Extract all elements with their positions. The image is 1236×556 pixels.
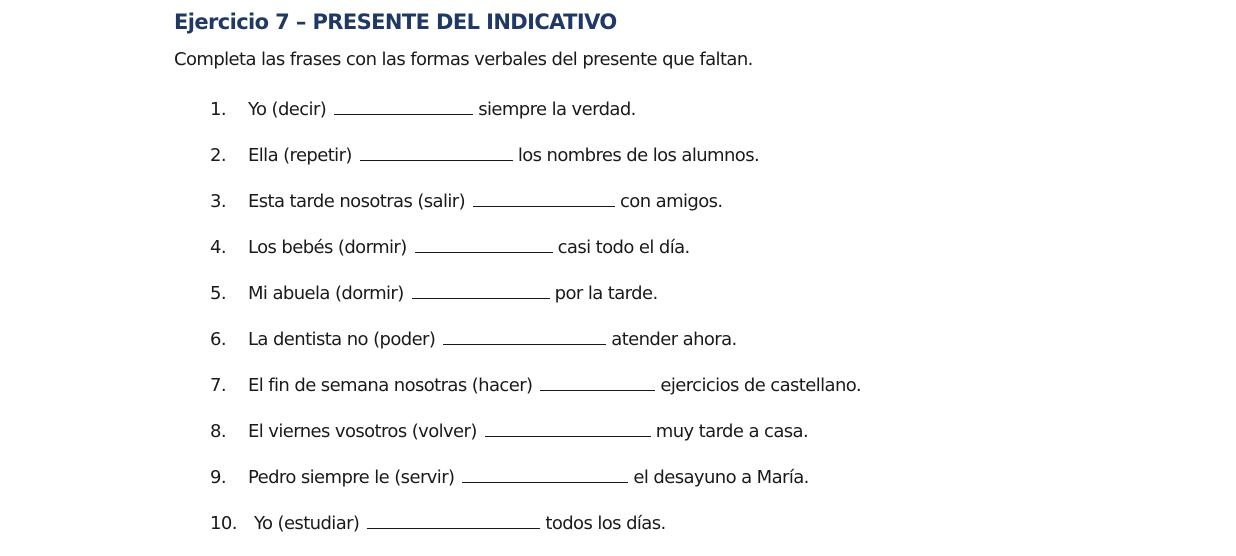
item-prompt: Los bebés (dormir) (248, 237, 407, 258)
answer-blank[interactable] (443, 326, 606, 345)
item-number: 2. (210, 145, 226, 166)
exercise-item-7 (210, 372, 861, 418)
item-continuation: siempre la verdad. (478, 99, 636, 120)
item-prompt: Pedro siempre le (servir) (248, 467, 455, 488)
exercise-item-5 (210, 280, 861, 326)
exercise-item-8 (210, 418, 861, 464)
item-continuation: con amigos. (620, 191, 723, 212)
exercise-title: Ejercicio 7 – PRESENTE DEL INDICATIVO (174, 10, 617, 34)
exercise-item-1 (210, 96, 861, 142)
exercise-item-9 (210, 464, 861, 510)
answer-blank[interactable] (415, 234, 553, 253)
item-continuation: por la tarde. (554, 283, 658, 304)
exercise-item-2 (210, 142, 861, 188)
item-number: 9. (210, 467, 226, 488)
instructions: Completa las frases con las formas verbales del presente que faltan. (174, 49, 753, 70)
item-prompt: Esta tarde nosotras (salir) (248, 191, 466, 212)
item-number: 1. (210, 99, 226, 120)
item-continuation: todos los días. (545, 513, 666, 534)
answer-blank[interactable] (485, 418, 651, 437)
item-number: 4. (210, 237, 226, 258)
item-prompt: El fin de semana nosotras (hacer) (248, 375, 533, 396)
exercise-item-6 (210, 326, 861, 372)
exercise-item-4 (210, 234, 861, 280)
item-prompt: Yo (estudiar) (254, 513, 360, 534)
item-continuation: ejercicios de castellano. (660, 375, 862, 396)
item-number: 5. (210, 283, 226, 304)
answer-blank[interactable] (540, 372, 655, 391)
answer-blank[interactable] (360, 142, 513, 161)
item-continuation: casi todo el día. (557, 237, 690, 258)
item-number: 7. (210, 375, 226, 396)
answer-blank[interactable] (473, 188, 615, 207)
item-number: 10. (210, 513, 237, 534)
item-number: 3. (210, 191, 226, 212)
item-prompt: Mi abuela (dormir) (248, 283, 404, 304)
item-prompt: El viernes vosotros (volver) (248, 421, 477, 442)
exercise-list (210, 96, 861, 556)
item-continuation: el desayuno a María. (633, 467, 809, 488)
answer-blank[interactable] (367, 510, 540, 529)
answer-blank[interactable] (412, 280, 550, 299)
item-prompt: La dentista no (poder) (248, 329, 436, 350)
item-number: 6. (210, 329, 226, 350)
answer-blank[interactable] (462, 464, 628, 483)
item-continuation: muy tarde a casa. (655, 421, 809, 442)
exercise-item-10 (210, 510, 861, 556)
item-continuation: atender ahora. (611, 329, 737, 350)
item-continuation: los nombres de los alumnos. (517, 145, 760, 166)
item-prompt: Yo (decir) (248, 99, 327, 120)
answer-blank[interactable] (334, 96, 473, 115)
exercise-item-3 (210, 188, 861, 234)
item-number: 8. (210, 421, 226, 442)
item-prompt: Ella (repetir) (248, 145, 352, 166)
